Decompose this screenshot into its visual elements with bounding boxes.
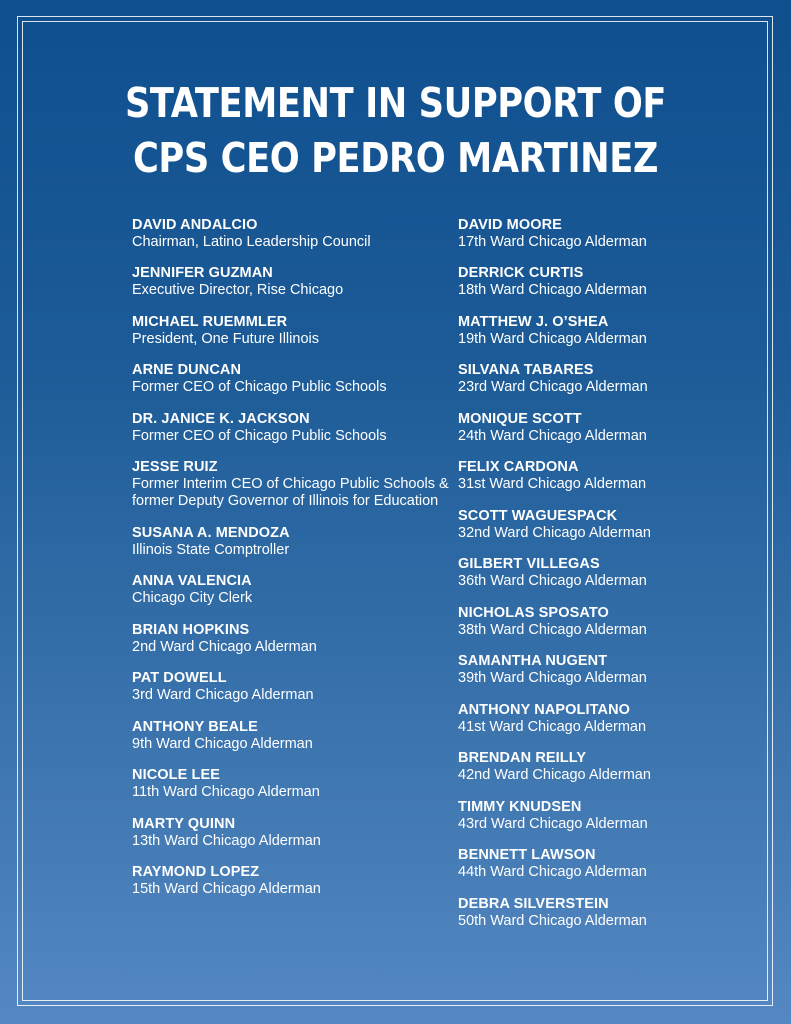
signatory-role: Illinois State Comptroller [132,541,290,558]
signatory-entry [132,816,462,850]
signatory-entry [458,265,788,299]
signatory-entry [132,767,462,801]
signatory-entry [132,525,462,559]
signatory-role: 39th Ward Chicago Alderman [458,670,647,687]
signatory-role: 2nd Ward Chicago Alderman [132,638,317,655]
signatory-entry [458,362,788,396]
signatory-name: BRENDAN REILLY [458,750,587,767]
signatory-entry [458,702,788,736]
title-line-1: STATEMENT IN SUPPORT OF [124,79,667,127]
signatory-name: TIMMY KNUDSEN [458,798,582,815]
signatory-name: ARNE DUNCAN [132,362,242,379]
signatory-name: MONIQUE SCOTT [458,410,582,427]
signatory-entry [458,411,788,445]
signatory-name: ANTHONY BEALE [132,718,258,735]
signatory-role: 32nd Ward Chicago Alderman [458,524,651,541]
signatory-role: 23rd Ward Chicago Alderman [458,379,648,396]
signatory-entry [132,217,462,251]
signatory-role: Former CEO of Chicago Public Schools [132,427,387,444]
signatory-role: 11th Ward Chicago Alderman [132,784,320,801]
signatory-name: DAVID ANDALCIO [132,217,258,233]
signatory-name: BENNETT LAWSON [458,847,596,864]
signatory-role: 9th Ward Chicago Alderman [132,735,313,752]
signatory-role: 42nd Ward Chicago Alderman [458,767,651,784]
signatory-entry [458,896,788,930]
signatory-name: DERRICK CURTIS [458,265,584,282]
signatory-name: JESSE RUIZ [132,459,218,476]
signatory-entry [458,556,788,590]
signatory-entry [458,653,788,687]
signatory-role: 13th Ward Chicago Alderman [132,832,321,849]
signatory-entry [458,847,788,881]
signatory-entry [132,573,462,607]
signatories-right-column [458,217,788,944]
signatory-entry [458,314,788,348]
signatory-role: 36th Ward Chicago Alderman [458,573,647,590]
signatory-name: JENNIFER GUZMAN [132,265,273,282]
signatory-name: MATTHEW J. O’SHEA [458,313,609,330]
signatory-name: NICOLE LEE [132,767,221,784]
signatory-entry [132,864,462,898]
signatory-entry [458,459,788,493]
title-line-2: CPS CEO PEDRO MARTINEZ [132,134,659,182]
signatory-name: PAT DOWELL [132,670,227,687]
signatory-entry [132,411,462,445]
signatory-role: 24th Ward Chicago Alderman [458,427,647,444]
signatory-role: Executive Director, Rise Chicago [132,282,344,299]
signatory-role: Former Interim CEO of Chicago Public Schools & former Deputy Governor of Illinois for Education [132,476,449,510]
signatory-name: MICHAEL RUEMMLER [132,313,288,330]
signatory-role: 3rd Ward Chicago Alderman [132,687,314,704]
signatory-role: 44th Ward Chicago Alderman [458,864,647,881]
signatory-entry [458,605,788,639]
signatory-role: 19th Ward Chicago Alderman [458,330,647,347]
signatory-entry [132,670,462,704]
signatory-entry [458,750,788,784]
signatory-entry [458,217,788,251]
signatory-name: DR. JANICE K. JACKSON [132,410,310,427]
signatory-entry [132,622,462,656]
signatory-name: SAMANTHA NUGENT [458,653,608,670]
signatory-entry [132,314,462,348]
signatories-left-column [132,217,462,913]
signatory-name: SCOTT WAGUESPACK [458,507,618,524]
signatory-role: President, One Future Illinois [132,330,319,347]
signatory-role: 50th Ward Chicago Alderman [458,912,647,929]
signatory-role: Chairman, Latino Leadership Council [132,234,371,250]
signatory-name: DAVID MOORE [458,217,562,233]
signatory-name: NICHOLAS SPOSATO [458,604,609,621]
signatory-role: 15th Ward Chicago Alderman [132,881,321,898]
signatory-role: 38th Ward Chicago Alderman [458,621,647,638]
signatory-entry [132,362,462,396]
signatory-entry [132,265,462,299]
signatory-entry [458,799,788,833]
signatory-name: DEBRA SILVERSTEIN [458,895,609,912]
signatory-name: RAYMOND LOPEZ [132,864,260,881]
signatory-name: FELIX CARDONA [458,459,579,476]
signatory-role: 41st Ward Chicago Alderman [458,718,647,735]
signatory-entry [132,459,462,510]
signatory-role: 17th Ward Chicago Alderman [458,234,647,250]
signatory-name: BRIAN HOPKINS [132,621,250,638]
signatory-name: GILBERT VILLEGAS [458,556,600,573]
signatory-role: Chicago City Clerk [132,590,253,607]
signatory-role: Former CEO of Chicago Public Schools [132,379,387,396]
page-title [55,76,735,186]
signatory-name: SUSANA A. MENDOZA [132,524,290,541]
signatory-role: 43rd Ward Chicago Alderman [458,815,648,832]
signatory-role: 18th Ward Chicago Alderman [458,282,647,299]
signatory-name: ANNA VALENCIA [132,573,252,590]
signatory-name: MARTY QUINN [132,815,236,832]
signatory-entry [132,719,462,753]
signatory-name: SILVANA TABARES [458,362,594,379]
signatory-name: ANTHONY NAPOLITANO [458,701,631,718]
signatory-role: 31st Ward Chicago Alderman [458,476,647,493]
signatory-entry [458,508,788,542]
